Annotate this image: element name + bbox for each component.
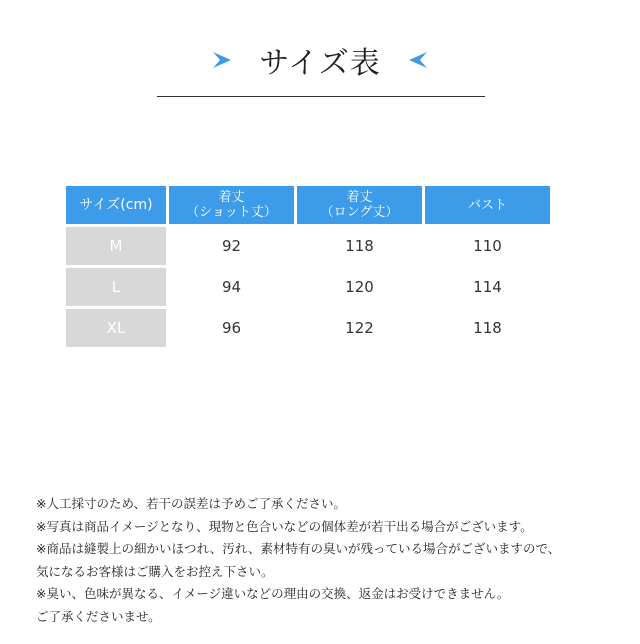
bust-cell: 114 xyxy=(473,278,502,296)
title-divider xyxy=(157,96,485,97)
size-cell: XL xyxy=(66,309,166,347)
header-length-long: 着丈 （ロング丈） xyxy=(297,186,422,224)
note-line: ※写真は商品イメージとなり、現物と色合いなどの個体差が若干出る場合がございます。 xyxy=(36,518,533,534)
bust-cell: 110 xyxy=(473,237,502,255)
table-row xyxy=(66,309,550,347)
page-title-area xyxy=(0,36,640,84)
note-line: ※商品は縫製上の細かいほつれ、汚れ、素材特有の臭いが残っている場合がございますので、 xyxy=(36,541,561,556)
note-line: ※臭い、色味が異なる、イメージ違いなどの理由の交換、返金はお受けできません。 xyxy=(36,586,510,601)
size-cell: L xyxy=(66,268,166,306)
note-line: ご了承くださいませ。 xyxy=(36,608,161,624)
short-length-cell: 94 xyxy=(221,278,242,296)
long-length-cell: 120 xyxy=(345,278,374,296)
size-table xyxy=(66,186,550,347)
note-line: ※人工採寸のため、若干の誤差は予めご了承ください。 xyxy=(36,496,346,511)
note-line: 気になるお客様はご購入をお控え下さい。 xyxy=(36,563,274,579)
table-header-row xyxy=(66,186,550,224)
bust-cell: 118 xyxy=(473,319,502,337)
header-bust: バスト xyxy=(425,186,550,224)
table-row xyxy=(66,227,550,265)
long-length-cell: 118 xyxy=(345,237,374,255)
short-length-cell: 96 xyxy=(221,319,242,337)
chevron-left-icon xyxy=(395,48,429,72)
long-length-cell: 122 xyxy=(345,319,374,337)
table-row xyxy=(66,268,550,306)
notes xyxy=(36,493,626,628)
size-cell: M xyxy=(66,227,166,265)
chevron-right-icon xyxy=(211,48,245,72)
header-size: サイズ(cm) xyxy=(66,186,166,224)
header-length-short: 着丈 （ショット丈） xyxy=(169,186,294,224)
short-length-cell: 92 xyxy=(221,237,242,255)
page-title: サイズ表 xyxy=(259,46,381,81)
